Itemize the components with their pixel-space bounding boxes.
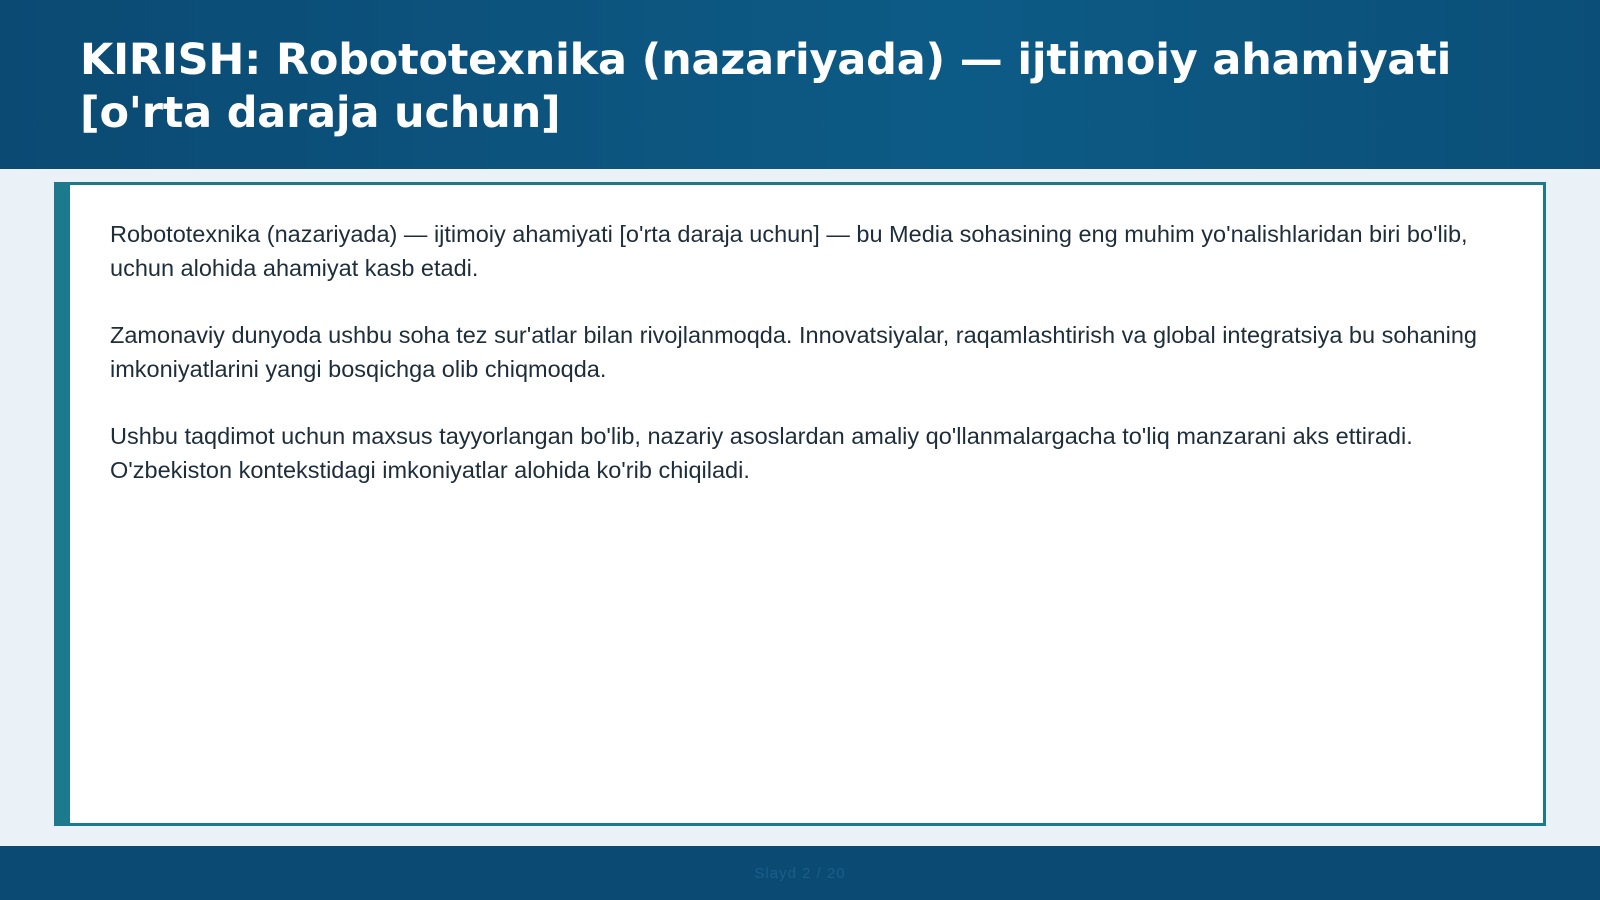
- slide-footer: [0, 846, 1600, 900]
- slide-header: [0, 0, 1600, 169]
- content-card: [54, 182, 1546, 826]
- paragraph-intro: Robototexnika (nazariyada) — ijtimoiy ahamiyati [o'rta daraja uchun] — bu Media sohasining eng muhim yo'nalishlaridan biri bo'lib, uchun alohida ahamiyat kasb etadi.: [110, 221, 1468, 281]
- slide-title: KIRISH: Robototexnika (nazariyada) — ijtimoiy ahamiyati [o'rta daraja uchun]: [80, 35, 1452, 138]
- paragraph-presentation-scope: Ushbu taqdimot uchun maxsus tayyorlangan bo'lib, nazariy asoslardan amaliy qo'llanmalargacha to'liq manzarani aks ettiradi. O'zbekiston kontekstidagi imkoniyatlar alohida ko'rib chiqiladi.: [110, 423, 1413, 483]
- slide-number: Slayd 2 / 20: [754, 864, 846, 882]
- paragraph-modern-world: Zamonaviy dunyoda ushbu soha tez sur'atlar bilan rivojlanmoqda. Innovatsiyalar, raqamlashtirish va global integratsiya bu sohaning imkoniyatlarini yangi bosqichga olib chiqmoqda.: [110, 322, 1477, 382]
